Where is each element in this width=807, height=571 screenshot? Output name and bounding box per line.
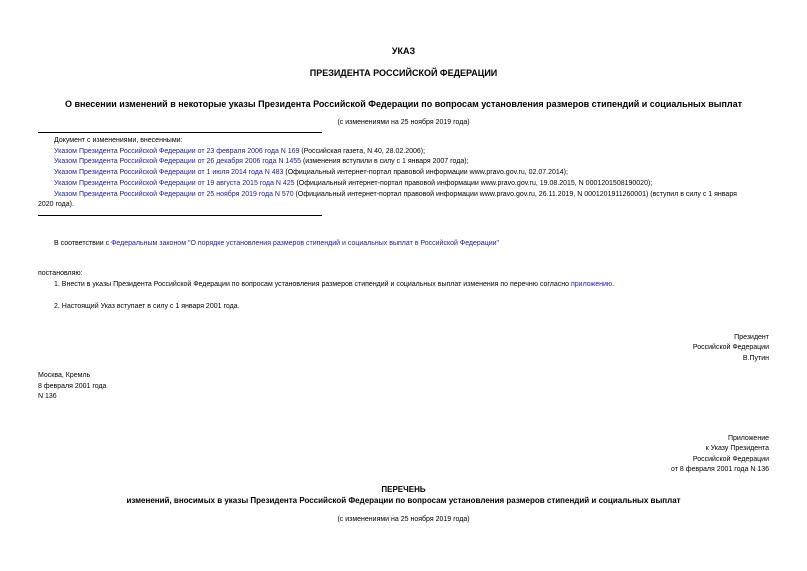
decree-number: N 136: [38, 393, 57, 400]
decree-title: УКАЗ: [391, 46, 416, 56]
amending-decree-link[interactable]: Указом Президента Российской Федерации от 25 ноября 2019 года N 570: [54, 191, 294, 198]
appendix-country: Российской Федерации: [692, 456, 769, 463]
decree-item-1-end: .: [612, 281, 615, 288]
preamble: [54, 240, 499, 247]
change-item-source: (Официальный интернет-портал правовой информации www.pravo.gov.ru, 26.11.2019, N 0001201911260001) (вступил в силу с 1 января: [293, 191, 737, 198]
appendix-date-number: от 8 февраля 2001 года N 136: [671, 466, 769, 473]
bottom-divider: [38, 215, 322, 216]
decree-item-1: [54, 281, 614, 288]
change-item-source: (Российская газета, N 40, 28.02.2006);: [299, 148, 426, 155]
amending-decree-link[interactable]: Указом Президента Российской Федерации от 26 декабря 2006 года N 1455: [54, 158, 302, 165]
change-item: [54, 169, 568, 176]
amending-decree-link[interactable]: Указом Президента Российской Федерации от 1 июля 2014 года N 483: [54, 169, 284, 176]
amending-decree-link[interactable]: Указом Президента Российской Федерации от 23 февраля 2006 года N 169: [54, 148, 300, 155]
preamble-prefix: В соответствии с: [54, 240, 112, 247]
decree-word: постановляю:: [38, 270, 83, 277]
appendix-label: Приложение: [727, 435, 769, 442]
federal-law-link[interactable]: Федеральным законом "О порядке установления размеров стипендий и социальных выплат в Российской Федерации": [111, 240, 500, 247]
appendix-heading: ПЕРЕЧЕНЬ: [381, 485, 426, 494]
change-item: [54, 180, 652, 187]
decree-item-2: 2. Настоящий Указ вступает в силу с 1 января 2001 года.: [54, 303, 240, 310]
appendix-link[interactable]: приложению: [570, 281, 613, 288]
decree-subject: О внесении изменений в некоторые указы Президента Российской Федерации по вопросам установления размеров стипендий и социальных выплат: [64, 99, 743, 109]
signature-name: В.Путин: [742, 355, 769, 362]
signature-country: Российской Федерации: [692, 344, 769, 351]
appendix-subheading: изменений, вносимых в указы Президента Российской Федерации по вопросам установления размеров стипендий и социальных выплат: [126, 496, 681, 505]
change-item: [54, 148, 425, 155]
change-item: [54, 158, 469, 165]
change-item-continuation: 2020 года).: [38, 201, 74, 208]
signing-date: 8 февраля 2001 года: [38, 383, 107, 390]
appendix-ref: к Указу Президента: [705, 445, 769, 452]
decree-issuer: ПРЕЗИДЕНТА РОССИЙСКОЙ ФЕДЕРАЦИИ: [309, 68, 498, 78]
signing-place: Москва, Кремль: [38, 372, 91, 379]
signature-title: Президент: [734, 334, 769, 341]
revision-note: (с изменениями на 25 ноября 2019 года): [337, 119, 470, 126]
amending-decree-link[interactable]: Указом Президента Российской Федерации от 19 августа 2015 года N 425: [54, 180, 295, 187]
change-item-source: (Официальный интернет-портал правовой информации www.pravo.gov.ru, 19.08.2015, N 0001201508190020);: [294, 180, 653, 187]
appendix-revision-note: (с изменениями на 25 ноября 2019 года): [337, 516, 470, 523]
change-item-source: (Официальный интернет-портал правовой информации www.pravo.gov.ru, 02.07.2014);: [283, 169, 568, 176]
change-item: [54, 191, 737, 198]
change-item-source: (изменения вступили в силу с 1 января 2007 года);: [301, 158, 469, 165]
decree-item-1-text: 1. Внести в указы Президента Российской Федерации по вопросам установления размеров стипендий и социальных выплат изменения по перечню согласно: [54, 281, 571, 288]
changes-intro: Документ с изменениями, внесенными:: [54, 137, 183, 144]
top-divider: [38, 132, 322, 133]
